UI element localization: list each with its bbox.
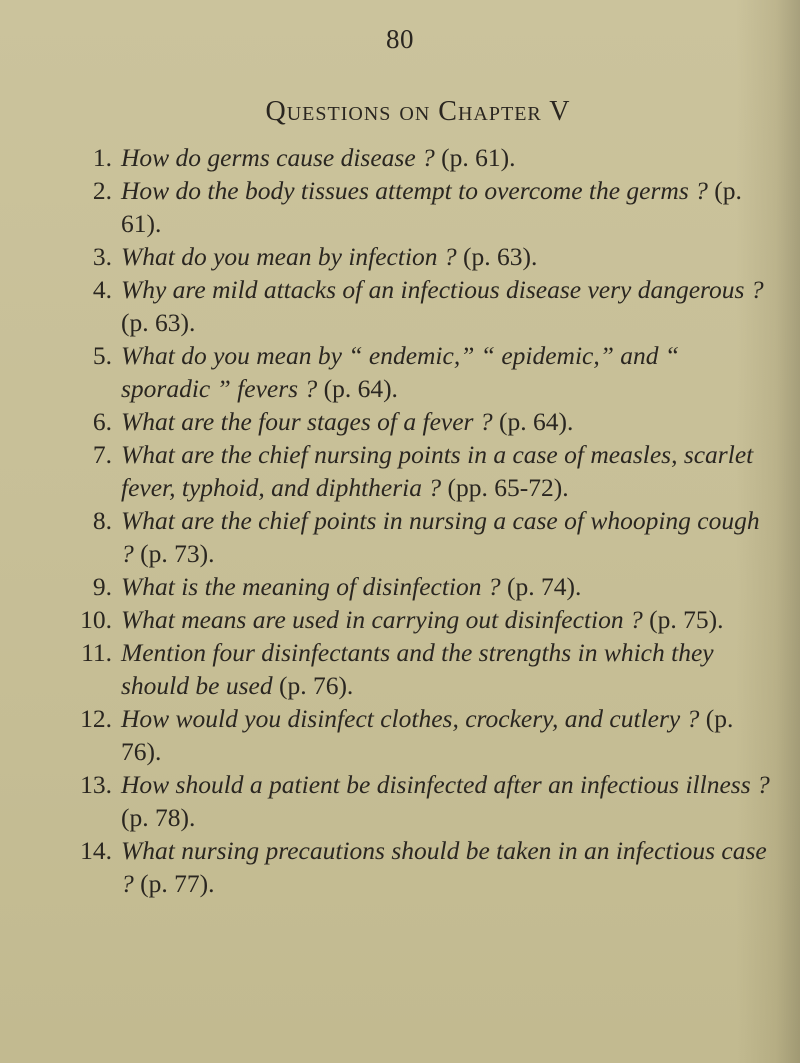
question-item (0, 504, 771, 570)
question-item (0, 834, 771, 900)
question-text: How would you disinfect clothes, crockery, and cutlery ? (121, 704, 700, 733)
page-reference: (p. 77). (140, 869, 215, 898)
page-reference: (p. 76). (278, 671, 354, 700)
question-text: How do the body tissues attempt to overcome the germs ? (121, 176, 708, 205)
question-text: Why are mild attacks of an infectious disease very dangerous ? (121, 275, 764, 304)
question-item (0, 405, 771, 438)
question-number: 7. (92, 440, 112, 469)
page-reference: (p. 63). (121, 308, 196, 337)
question-number: 3. (92, 242, 112, 271)
question-item (0, 702, 771, 768)
question-number: 6. (92, 407, 112, 436)
page-reference: (p. 73). (140, 539, 215, 568)
question-number: 4. (92, 275, 112, 304)
question-text: What are the chief nursing points in a case of measles, scarlet fever, typhoid, and diphtheria ? (121, 440, 754, 502)
question-text: What are the four stages of a fever ? (121, 407, 493, 436)
question-number: 5. (92, 341, 112, 370)
question-text: Mention four disinfectants and the strengths in which they should be used (121, 638, 714, 700)
page-reference: (p. 63). (463, 242, 538, 271)
question-number: 12. (80, 704, 112, 733)
question-text: What are the chief points in nursing a case of whooping cough ? (121, 506, 760, 568)
question-item (0, 240, 771, 273)
question-text: What nursing precautions should be taken in an infectious case ? (121, 836, 767, 898)
page-reference: (p. 74). (507, 572, 582, 601)
question-number: 1. (92, 143, 112, 172)
question-text: What do you mean by “ endemic,” “ epidemic,” and “ sporadic ” fevers ? (121, 341, 680, 403)
question-item (0, 636, 771, 702)
question-item (0, 768, 771, 834)
question-item (0, 273, 771, 339)
question-number: 10. (80, 605, 112, 634)
question-number: 11. (81, 638, 112, 667)
question-number: 9. (92, 572, 112, 601)
question-item (0, 174, 771, 240)
question-number: 14. (80, 836, 112, 865)
question-text: What means are used in carrying out disinfection ? (121, 605, 643, 634)
page-reference: (p. 61). (121, 176, 742, 238)
question-number: 13. (80, 770, 112, 799)
question-number: 8. (92, 506, 112, 535)
question-item (0, 438, 771, 504)
page-reference: (p. 78). (121, 803, 196, 832)
page-reference: (pp. 65-72). (447, 473, 569, 502)
question-item (0, 339, 771, 405)
question-text: How do germs cause disease ? (121, 143, 435, 172)
question-text: What is the meaning of disinfection ? (121, 572, 501, 601)
question-item (0, 603, 771, 636)
page-reference: (p. 61). (441, 143, 516, 172)
question-item (0, 141, 771, 174)
page-number: 80 (386, 24, 414, 54)
question-item (0, 570, 771, 603)
question-number: 2. (92, 176, 112, 205)
page-reference: (p. 64). (498, 407, 574, 436)
page-reference: (p. 64). (323, 374, 398, 403)
question-text: How should a patient be disinfected after an infectious illness ? (121, 770, 770, 799)
question-list (0, 141, 771, 900)
page-reference: (p. 75). (649, 605, 724, 634)
question-text: What do you mean by infection ? (121, 242, 457, 271)
chapter-questions-heading: Questions on Chapter V (265, 96, 571, 127)
page-reference: (p. 76). (121, 704, 734, 766)
